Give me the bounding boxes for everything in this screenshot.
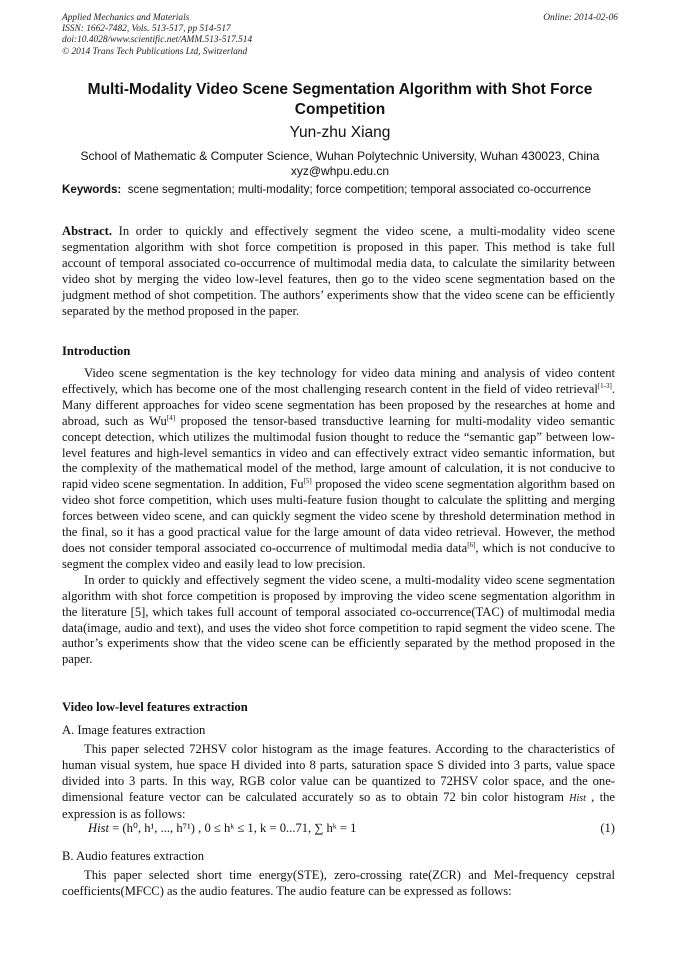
keywords-block — [62, 182, 615, 197]
section-heading-introduction: Introduction — [62, 344, 131, 358]
paper-title: Multi-Modality Video Scene Segmentation Algorithm with Shot Force Competition — [87, 81, 593, 118]
author-name: Yun-zhu Xiang — [289, 124, 391, 141]
keywords-text: scene segmentation; multi-modality; force competition; temporal associated co-occurrence — [127, 183, 592, 196]
introduction-body — [62, 366, 615, 668]
equation-number: (1) — [600, 821, 615, 835]
abstract-label: Abstract. — [62, 224, 113, 238]
email: xyz@whpu.edu.cn — [290, 164, 390, 178]
issn-line: ISSN: 1662-7482, Vols. 513-517, pp 514-517 — [62, 24, 231, 35]
image-features-paragraph: This paper selected 72HSV color histogram as the image features. According to the characteristics of human visual system, hue space H divided into 8 parts, saturation space S divided into 3 parts, value space divided into 3 parts. In this way, RGB color value can be quantized to 72HSV color space, and the one-dimensional feature vector can be calculated accurately so as to obtain 72 bin color histogram Hist , the expression is as follows: — [62, 742, 615, 821]
equation-lhs: Hist — [88, 821, 109, 835]
journal-name: Applied Mechanics and Materials — [62, 13, 190, 23]
journal-header — [62, 13, 618, 58]
equation-1 — [88, 820, 615, 836]
section-heading-features: Video low-level features extraction — [62, 700, 248, 714]
citation-ref[interactable]: [4] — [166, 413, 176, 422]
subsection-heading-image: A. Image features extraction — [62, 723, 206, 737]
hist-symbol: Hist — [569, 792, 586, 804]
intro-paragraph-2: In order to quickly and effectively segment the video scene, a multi-modality video scene segmentation algorithm with shot force competition is proposed by improving the video scene segmentation algorithm in the literature [5], which takes full account of temporal associated co-occurrence(TAC) of multimodal media data(image, audio and text), and uses the video shot force competition to rapid segment the video scene. The author’s experiments show that the video scene can be efficiently separated by the method proposed in the paper. — [62, 572, 615, 667]
audio-features-body — [62, 868, 615, 900]
equation-rhs: = (h⁰, h¹, ..., h⁷¹) , 0 ≤ hᵏ ≤ 1, k = 0...71, ∑ hᵏ = 1 — [109, 821, 357, 835]
affiliation: School of Mathematic & Computer Science, Wuhan Polytechnic University, Wuhan 430023, China — [80, 149, 600, 163]
citation-ref[interactable]: [1-3] — [597, 381, 612, 390]
affiliation-block — [50, 149, 630, 179]
abstract-text: In order to quickly and effectively segment the video scene, a multi-modality video scene segmentation algorithm with shot force competition is proposed in this paper. This method is take full account of temporal associated co-occurrence of multimodal media data, to calculate the similarity between video shot by merging the video low-level features, then go to the video scene segmentation based on the judgment method of shot competition. The authors’ experiments show that the video scene can be efficiently separated by the method proposed in the paper. — [62, 224, 615, 318]
image-features-body — [62, 742, 615, 823]
subsection-heading-audio: B. Audio features extraction — [62, 849, 204, 863]
keywords-label: Keywords: — [62, 183, 122, 196]
copyright-line: © 2014 Trans Tech Publications Ltd, Switzerland — [62, 46, 248, 57]
audio-features-paragraph: This paper selected short time energy(STE), zero-crossing rate(ZCR) and Mel-frequency cepstral coefficients(MFCC) as the audio features. The audio feature can be expressed as follows: — [62, 868, 615, 898]
intro-paragraph-1: Video scene segmentation is the key technology for video data mining and analysis of video content effectively, which has become one of the most challenging research content in the field of video retrieval[1-3]. Many different approaches for video scene segmentation has been proposed by the researches at home and abroad, such as Wu[4] proposed the tensor-based transductive learning for multi-modality video semantic concept detection, which utilizes the multimodal fusion thought to reduce the “semantic gap” between low-level features and high-level semantics in video and can effectively extract video semantic information, but the complexity of the mathematical model of the method, large amount of calculation, it is not conducive to rapid video scene segmentation. In addition, Fu[5] proposed the video scene segmentation algorithm based on video shot force competition, which uses multi-feature fusion thought to calculate the splitting and merging forces between video scene, and can quickly segment the video scene by threshold determination method in the final, so it has a good practical value for the large amount of data video retrieval. However, the method does not consider temporal associated co-occurrence of multimodal media data[6], which is not conducive to segment the complex video and easily lead to low precision. — [62, 366, 615, 571]
doi-line: doi:10.4028/www.scientific.net/AMM.513-517.514 — [62, 35, 253, 46]
abstract-block — [62, 224, 615, 319]
online-date: Online: 2014-02-06 — [543, 13, 618, 23]
citation-ref[interactable]: [5] — [303, 477, 312, 486]
citation-ref[interactable]: [6] — [467, 540, 476, 549]
